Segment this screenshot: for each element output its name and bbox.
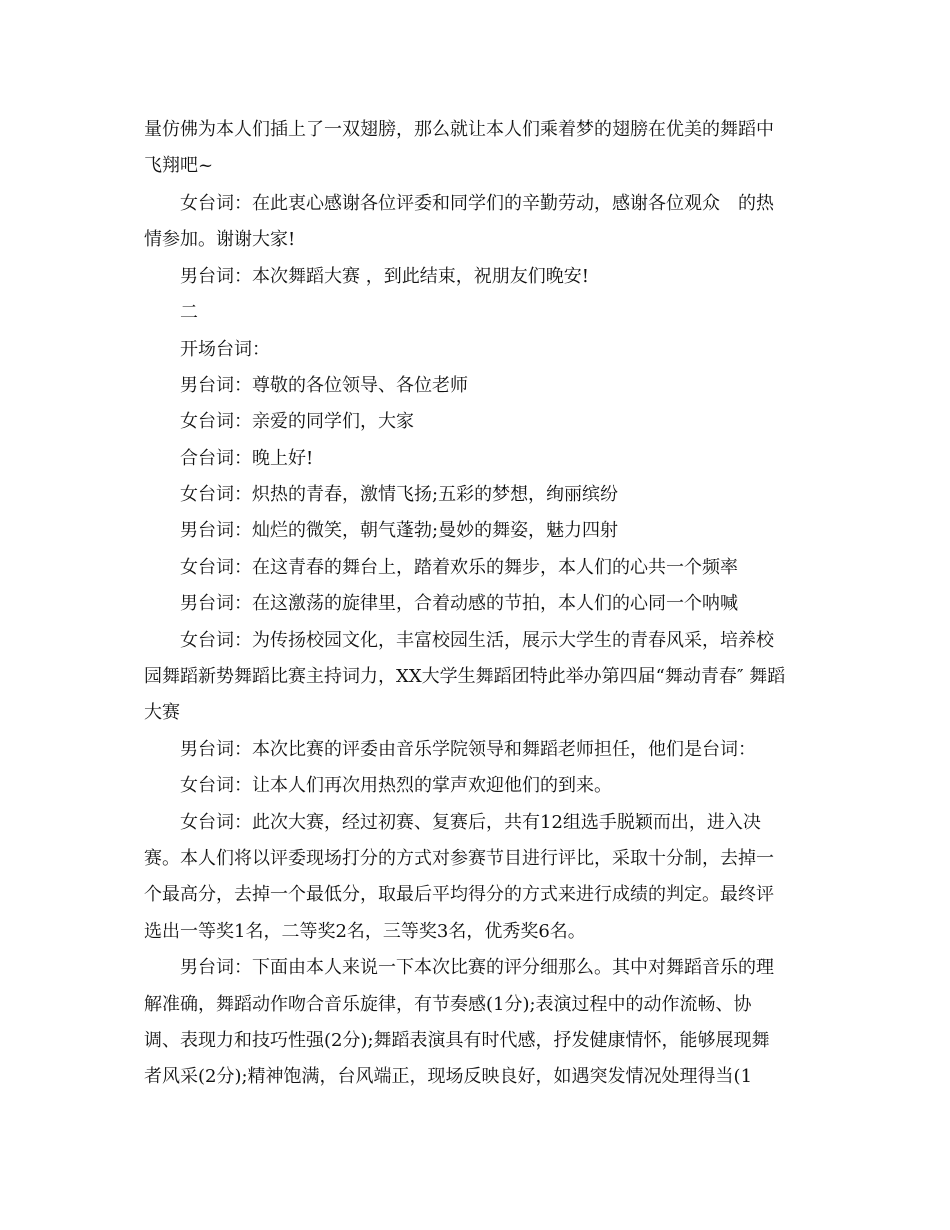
text-line: 女台词：让本人们再次用热烈的掌声欢迎他们的到来。	[180, 775, 612, 796]
text-line: 情参加。谢谢大家!	[144, 229, 296, 250]
text-line: 女台词：在这青春的舞台上，踏着欢乐的舞步，本人们的心共一个频率	[180, 557, 738, 578]
text-line: 女台词：亲爱的同学们，大家	[180, 411, 414, 432]
text-line: 男台词：灿烂的微笑，朝气蓬勃;曼妙的舞姿，魅力四射	[180, 520, 619, 541]
text-line: 开场台词：	[180, 339, 270, 360]
text-line: 赛。本人们将以评委现场打分的方式对参赛节目进行评比，采取十分制，去掉一	[144, 848, 774, 869]
text-line: 女台词：为传扬校园文化，丰富校园生活，展示大学生的青春风采，培养校	[180, 630, 774, 651]
text-line: 调、表现力和技巧性强(2分);舞蹈表演具有时代感，抒发健康情怀，能够展现舞	[144, 1030, 770, 1051]
text-line: 合台词：晚上好!	[180, 448, 314, 469]
text-line: 者风采(2分);精神饱满，台风端正，现场反映良好，如遇突发情况处理得当(1	[144, 1066, 753, 1087]
text-line: 大赛	[144, 702, 180, 723]
text-line: 女台词：炽热的青春，激情飞扬;五彩的梦想，绚丽缤纷	[180, 484, 619, 505]
text-line: 男台词：在这激荡的旋律里，合着动感的节拍，本人们的心同一个呐喊	[180, 593, 738, 614]
text-line: 男台词：本次比赛的评委由音乐学院领导和舞蹈老师担任，他们是台词：	[180, 739, 756, 760]
text-line: 男台词：尊敬的各位领导、各位老师	[180, 375, 468, 396]
text-line: 解准确，舞蹈动作吻合音乐旋律，有节奏感(1分);表演过程中的动作流畅、协	[144, 994, 752, 1015]
text-line: 个最高分，去掉一个最低分，取最后平均得分的方式来进行成绩的判定。最终评	[144, 884, 774, 905]
section-number: 二	[180, 302, 198, 323]
text-line: 女台词：此次大赛，经过初赛、复赛后，共有12组选手脱颖而出，进入决	[180, 812, 761, 833]
text-line: 男台词：本次舞蹈大赛 ，到此结束，祝朋友们晚安!	[180, 266, 589, 287]
text-line: 园舞蹈新势舞蹈比赛主持词力，XX大学生舞蹈团特此举办第四届“舞动青春″ 舞蹈	[144, 666, 786, 687]
text-line: 男台词：下面由本人来说一下本次比赛的评分细那么。其中对舞蹈音乐的理	[180, 957, 774, 978]
text-line: 飞翔吧~	[144, 155, 214, 176]
text-line: 量仿佛为本人们插上了一双翅膀，那么就让本人们乘着梦的翅膀在优美的舞蹈中	[144, 119, 774, 140]
text-line: 选出一等奖1名，二等奖2名，三等奖3名，优秀奖6名。	[144, 921, 586, 942]
text-line: 女台词：在此衷心感谢各位评委和同学们的辛勤劳动，感谢各位观众 的热	[180, 193, 774, 214]
